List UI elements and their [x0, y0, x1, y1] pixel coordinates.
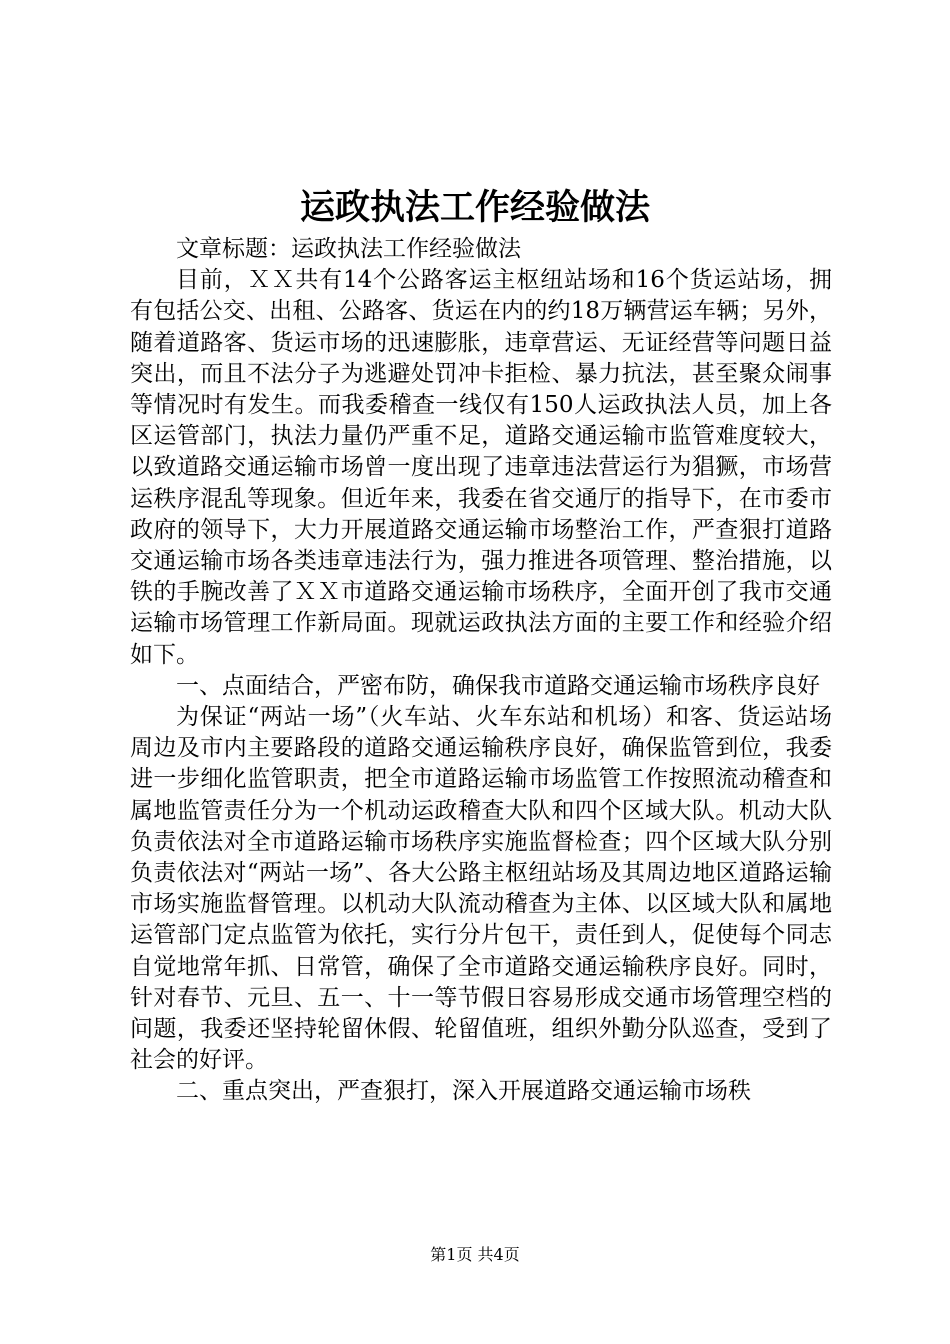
- paragraph-introduction: 目前，ＸＸ共有14个公路客运主枢纽站场和16个货运站场，拥有包括公交、出租、公路客、货运在内的约18万辆营运车辆；另外，随着道路客、货运市场的迅速膨胀，违章营运、无证经营等问题日益突出，而且不法分子为逃避处罚冲卡拒检、暴力抗法，甚至聚众闹事等情况时有发生。而我委稽查一线仅有150人运政执法人员，加上各区运管部门，执法力量仍严重不足，道路交通运输市监管难度较大，以致道路交通运输市场曾一度出现了违章违法营运行为猖獗，市场营运秩序混乱等现象。但近年来，我委在省交通厅的指导下，在市委市政府的领导下，大力开展道路交通运输市场整治工作，严查狠打道路交通运输市场各类违章违法行为，强力推进各项管理、整治措施，以铁的手腕改善了ＸＸ市道路交通运输市场秩序，全面开创了我市交通运输市场管理工作新局面。现就运政执法方面的主要工作和经验介绍如下。: [130, 267, 832, 668]
- document-body: [130, 234, 832, 1108]
- page-title: 运政执法工作经验做法: [299, 187, 650, 228]
- paragraph-section-1-body: 为保证“两站一场”（火车站、火车东站和机场）和客、货运站场周边及市内主要路段的道路交通运输秩序良好，确保监管到位，我委进一步细化监管职责，把全市道路运输市场监管工作按照流动稽查和属地监管责任分为一个机动运政稽查大队和四个区域大队。机动大队负责依法对全市道路运输市场秩序实施监督检查；四个区域大队分别负责依法对“两站一场”、各大公路主枢纽站场及其周边地区道路运输市场实施监督管理。以机动大队流动稽查为主体、以区域大队和属地运管部门定点监管为依托，实行分片包干，责任到人，促使每个同志自觉地常年抓、日常管，确保了全市道路交通运输秩序良好。同时，针对春节、元旦、五一、十一等节假日容易形成交通市场管理空档的问题，我委还坚持轮留休假、轮留值班，组织外勤分队巡查，受到了社会的好评。: [130, 704, 832, 1074]
- page-footer: 第1页 共4页: [430, 1245, 520, 1264]
- section-heading-2: 二、重点突出，严查狠打，深入开展道路交通运输市场秩: [176, 1078, 751, 1105]
- paragraph-article-heading: 文章标题：运政执法工作经验做法: [176, 236, 521, 262]
- section-heading-1: 一、点面结合，严密布防，确保我市道路交通运输市场秩序良好: [176, 672, 820, 699]
